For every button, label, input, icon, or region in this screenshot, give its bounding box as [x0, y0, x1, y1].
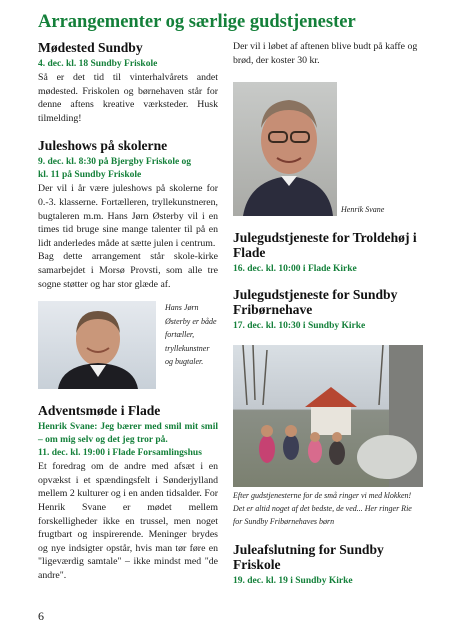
right-column — [233, 40, 423, 588]
juleshows-date-2: kl. 11 på Sundby Friskole — [38, 170, 142, 181]
adventsmode-date: 11. dec. kl. 19:00 i Flade Forsamlingshus — [38, 448, 202, 459]
hans-jorn-caption: Hans Jørn Østerby er både fortæller, tryllekunstner og bugtaler. — [165, 303, 217, 367]
church-bell-caption: Efter gudstjenesterne for de små ringer vi med klokken! Det er altid noget af det bedste, de ved... Her ringer Rie for Sundby Fribørnehaves børn — [233, 491, 412, 527]
coffee-note: Der vil i løbet af aftenen blive budt på kaffe og brød, der koster 30 kr. — [233, 41, 418, 66]
hans-jorn-photo — [38, 301, 156, 389]
henrik-photo-block — [233, 82, 423, 216]
modested-body: Så er det tid til vinterhalvårets andet mødested. Friskolen og børnehaven står for denne aftens kreative værksteder. Husk tilmelding! — [38, 72, 218, 124]
page-title: Arrangementer og særlige gudstjenester — [38, 12, 356, 32]
fribornehave-date: 17. dec. kl. 10:30 i Sundby Kirke — [233, 321, 366, 332]
modested-heading: Mødested Sundby — [38, 40, 143, 55]
adventsmode-body: Et foredrag om de andre med afsæt i en opvækst i et spændingsfelt i Sønderjylland mellem 2 kulturer og i en anden tidsalder. For Henrik Svane er mødet mellem forskelligheder ikke en trussel, men noget frugtbart og inspirerende. Meninger brydes og nye indsigter opstår, hvis man tør føre en "ligeværdig samtale" – ikke mindst med "de andre". — [38, 461, 218, 581]
left-column — [38, 40, 218, 582]
juleshows-heading: Juleshows på skolerne — [38, 138, 168, 154]
page-number: 6 — [38, 609, 44, 623]
troldehoj-heading: Julegudstjeneste for Troldehøj i Flade — [233, 230, 417, 261]
hans-jorn-photo-block — [38, 301, 218, 389]
henrik-caption: Henrik Svane — [341, 205, 385, 215]
church-bell-photo — [233, 345, 423, 487]
juleshows-body: Der vil i år være juleshows på skolerne for 0.-3. klasserne. Fortælleren, tryllekunstneren, bugtaleren m.m. Hans Jørn Østerby vil i en times tid bruge sine mange talenter til på en lidt anderledes måde at sætte julen i centrum. — [38, 183, 218, 249]
fribornehave-heading: Julegudstjeneste for Sundby Fribørnehave — [233, 287, 398, 318]
adventsmode-subtitle: Henrik Svane: Jeg bærer med smil mit smil – om mig selv og det jeg tror på. — [38, 422, 218, 446]
juleshows-body-2: Bag dette arrangement står skole-kirke samarbejdet i Morsø Provsti, som alle tre sogne støtter og har stor glæde af. — [38, 251, 218, 290]
troldehoj-date: 16. dec. kl. 10:00 i Flade Kirke — [233, 264, 357, 275]
henrik-svane-photo — [233, 82, 337, 216]
adventsmode-heading: Adventsmøde i Flade — [38, 403, 161, 419]
juleafslutning-heading: Juleafslutning for Sundby Friskole — [233, 542, 384, 573]
juleshows-date-1: 9. dec. kl. 8:30 på Bjergby Friskole og — [38, 157, 192, 168]
modested-date: 4. dec. kl. 18 Sundby Friskole — [38, 59, 158, 69]
juleafslutning-date: 19. dec. kl. 19 i Sundby Kirke — [233, 576, 353, 587]
